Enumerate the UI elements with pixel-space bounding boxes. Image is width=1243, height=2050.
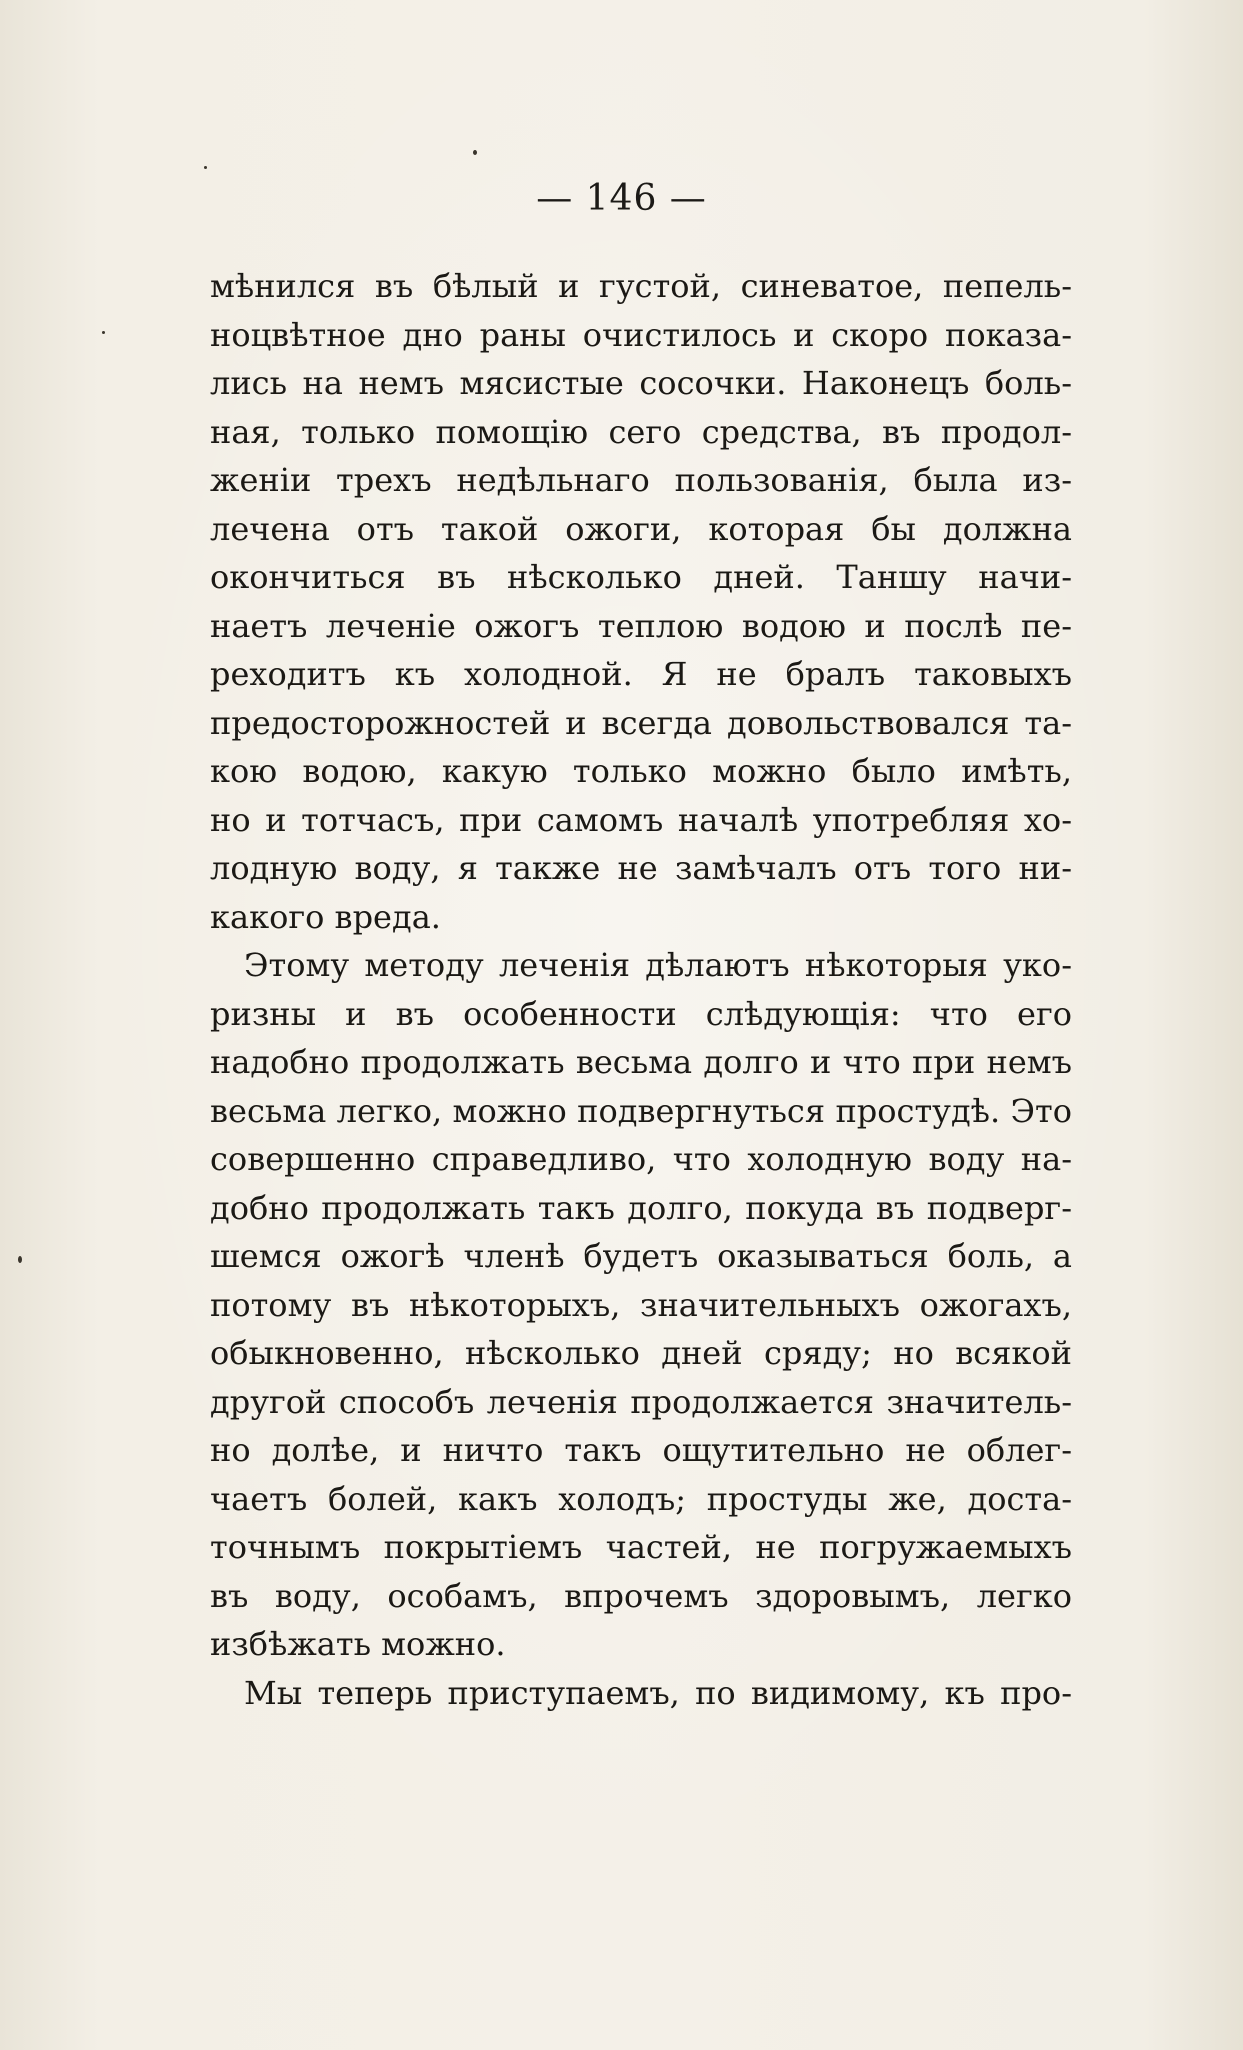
text-line: совершенно справедливо, что холодную воду на- [210,1140,1072,1178]
text-line: обыкновенно, нѣсколько дней сряду; но всякой [210,1334,1072,1372]
text-line: женіи трехъ недѣльнаго пользованія, была из- [210,461,1072,499]
text-line: предосторожностей и всегда довольствовался та- [210,703,1072,742]
body-text [210,262,1072,1717]
text-line: наетъ леченіе ожогъ теплою водою и послѣ пе- [210,606,1072,645]
text-line: реходитъ къ холодной. Я не бралъ таковыхъ [210,655,1072,693]
text-line: ризны и въ особенности слѣдующія: что его [210,994,1072,1033]
text-line: избѣжать можно. [210,1625,506,1663]
paper-speck [473,150,477,155]
text-line: но и тотчасъ, при самомъ началѣ употребляя хо- [210,800,1072,839]
text-line: другой способъ леченія продолжается значитель- [210,1382,1072,1421]
text-line: весьма легко, можно подвергнуться простудѣ. Это [210,1091,1072,1130]
text-line: лодную воду, я также не замѣчалъ отъ того ни- [210,849,1072,887]
paper-speck [18,1256,22,1263]
text-line: точнымъ покрытіемъ частей, не погружаемыхъ [210,1528,1072,1566]
text-line: лись на немъ мясистые сосочки. Наконецъ боль- [210,364,1072,402]
text-line: чаетъ болей, какъ холодъ; простуды же, доста- [210,1479,1072,1518]
paper-speck [204,166,207,169]
text-line: въ воду, особамъ, впрочемъ здоровымъ, легко [210,1576,1072,1615]
text-line: но долѣе, и ничто такъ ощутительно не облег- [210,1431,1072,1469]
text-line: шемся ожогѣ членѣ будетъ оказываться боль, а [210,1237,1072,1275]
text-line: добно продолжать такъ долго, покуда въ подверг- [210,1188,1072,1227]
text-line: Мы теперь приступаемъ, по видимому, къ про- [244,1673,1072,1712]
text-line: надобно продолжать весьма долго и что при немъ [210,1043,1072,1081]
text-line: ная, только помощію сего средства, въ продол- [210,412,1072,451]
text-line: потому въ нѣкоторыхъ, значительныхъ ожогахъ, [210,1285,1072,1324]
page-number: — 146 — [536,178,707,219]
text-line: кою водою, какую только можно было имѣть, [210,752,1072,790]
text-line: какого вреда. [210,897,441,936]
paper-speck [102,331,105,334]
text-line: мѣнился въ бѣлый и густой, синеватое, пепель- [210,267,1072,305]
text-line: Этому методу леченія дѣлаютъ нѣкоторыя уко- [244,946,1072,984]
text-line: ноцвѣтное дно раны очистилось и скоро показа- [210,315,1072,354]
text-line: лечена отъ такой ожоги, которая бы должна [210,509,1072,548]
text-line: окончиться въ нѣсколько дней. Таншу начи- [210,558,1072,596]
